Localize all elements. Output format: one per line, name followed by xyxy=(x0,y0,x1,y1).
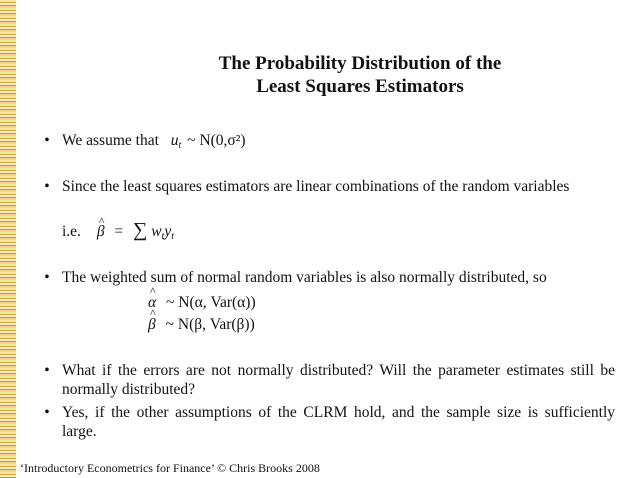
bullet-dot: • xyxy=(44,269,50,286)
beta-dist-formula: N(β, Var(β)) xyxy=(177,316,255,333)
sum-symbol: ∑ xyxy=(133,219,148,241)
bullet-2-text: Since the least squares estimators are linear combinations of the random variables xyxy=(62,178,570,195)
bullet-dot: • xyxy=(44,132,50,149)
tilde-symbol: ~ xyxy=(187,132,196,149)
bullet-1-text: We assume that xyxy=(62,132,159,149)
u-t-symbol: $u_t$ xyxy=(170,132,182,151)
bullet-4-text: What if the errors are not normally distributed? Will the parameter estimates still be normally distributed? xyxy=(62,362,615,398)
bullet-3-text: The weighted sum of normal random variables is also normally distributed, so xyxy=(62,269,547,286)
beta-distribution-equation: ^ β ~ N(β, Var(β)) xyxy=(148,316,255,334)
bullet-dot: • xyxy=(44,362,50,379)
bullet-5-text: Yes, if the other assumptions of the CLRM hold, and the sample size is sufficiently large. xyxy=(62,404,615,440)
slide-title xyxy=(160,52,560,98)
alpha-distribution-equation: ^ α ~ N(α, Var(α)) xyxy=(148,294,256,312)
footer-citation: ‘Introductory Econometrics for Finance’ © Chris Brooks 2008 xyxy=(20,461,320,475)
alpha-hat-symbol: ^ α xyxy=(148,294,156,312)
alpha-dist-formula: N(α, Var(α)) xyxy=(178,294,256,311)
bullet-dot: • xyxy=(44,404,50,421)
beta-hat-symbol-2: ^ β xyxy=(148,316,156,334)
ie-label: i.e. xyxy=(62,223,81,240)
bullet-dot: • xyxy=(44,178,50,195)
wt-yt-term: $w_ty_t$ xyxy=(151,223,174,242)
normal-dist-formula: N(0,σ²) xyxy=(199,132,246,149)
beta-hat-symbol: ^ β xyxy=(97,222,105,241)
decorative-side-bar xyxy=(0,0,16,478)
title-line-2: Least Squares Estimators xyxy=(256,76,464,97)
title-line-1: The Probability Distribution of the xyxy=(218,53,502,74)
